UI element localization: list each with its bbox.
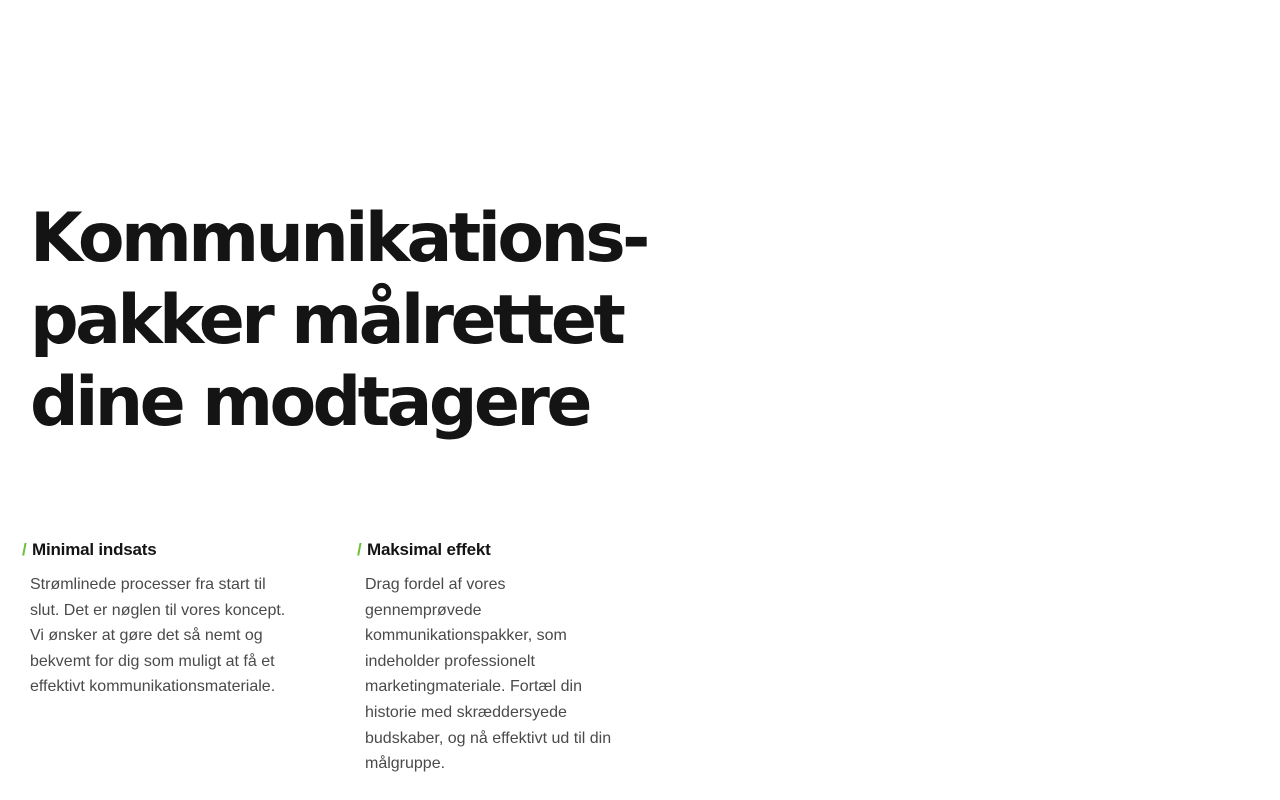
- description-line: historie med skræddersyede: [365, 703, 567, 721]
- feature-title: Minimal indsats: [32, 540, 157, 559]
- description-line: bekvemt for dig som muligt at få et: [30, 652, 275, 670]
- slash-marker-icon: /: [357, 540, 362, 559]
- description-line: Drag fordel af vores: [365, 576, 506, 593]
- feature-heading: [22, 540, 312, 566]
- description-line: Vi ønsker at gøre det så nemt og: [30, 627, 263, 645]
- description-line: kommunikationspakker, som: [365, 627, 567, 645]
- feature-title: Maksimal effekt: [367, 540, 491, 559]
- description-line: indeholder professionelt: [365, 652, 535, 670]
- slash-marker-icon: /: [22, 540, 27, 559]
- title-line: dine modtagere: [30, 363, 589, 442]
- feature-description: [365, 572, 647, 777]
- description-line: slut. Det er nøglen til vores koncept.: [30, 601, 286, 619]
- description-line: målgruppe.: [365, 755, 446, 773]
- feature-description: [30, 572, 312, 700]
- feature-maximal-effect: [357, 540, 647, 777]
- feature-heading: [357, 540, 647, 566]
- title-line: Kommunikations-: [30, 199, 647, 278]
- description-line: marketingmateriale. Fortæl din: [365, 678, 582, 696]
- description-line: gennemprøvede: [365, 601, 482, 619]
- page-title: [30, 198, 670, 444]
- description-line: Strømlinede processer fra start til: [30, 576, 266, 593]
- description-line: effektivt kommunikationsmateriale.: [30, 678, 276, 696]
- feature-minimal-effort: [22, 540, 312, 700]
- title-line: pakker målrettet: [30, 281, 623, 360]
- description-line: budskaber, og nå effektivt ud til din: [365, 729, 612, 747]
